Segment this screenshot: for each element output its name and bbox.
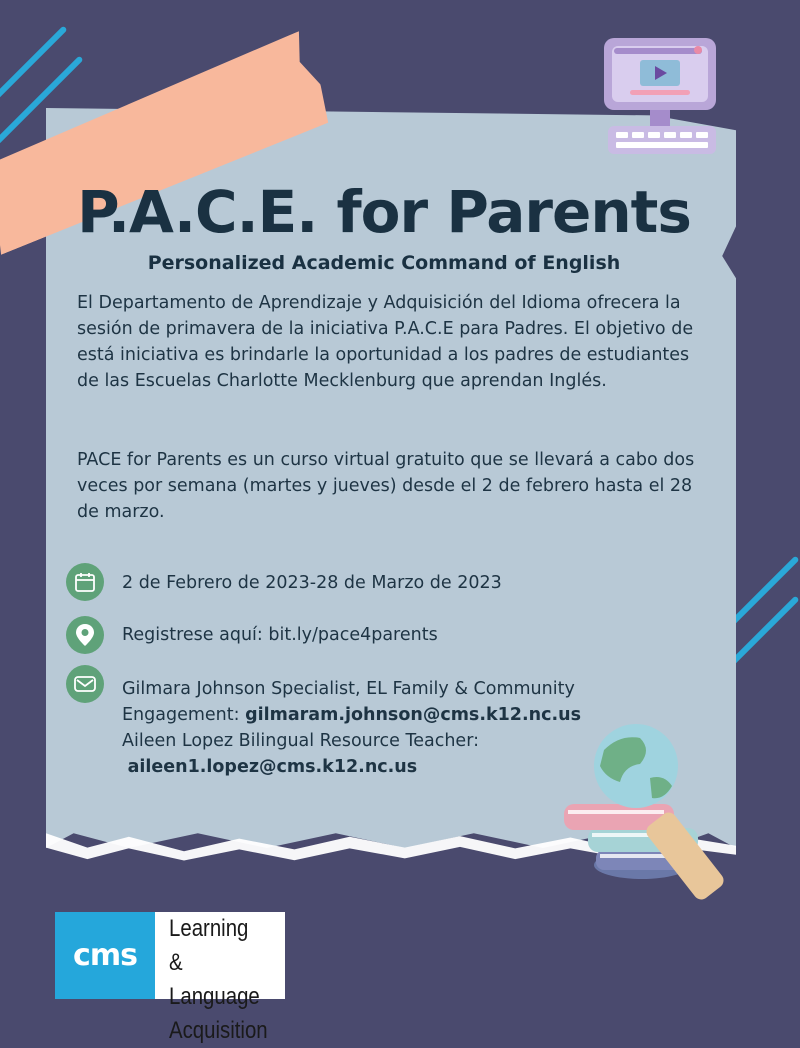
registration-link[interactable]: Registrese aquí: bit.ly/pace4parents [122,625,438,645]
contact-block [122,676,581,780]
cms-logo-mark: cms [55,912,155,999]
contact-1-line [122,702,581,728]
mail-icon [66,665,104,703]
page-subtitle: Personalized Academic Command of English [147,252,621,274]
location-pin-icon [66,616,104,654]
page-title: P.A.C.E. for Parents [77,178,691,246]
computer-monitor-icon [600,34,730,158]
logo-line-1: Learning & [169,915,249,976]
course-paragraph: PACE for Parents es un curso virtual gratuito que se llevará a cabo dos veces por semana (martes y jueves) desde el 2 de febrero hasta el 28 de marzo. [77,450,695,522]
contact-1-name: Gilmara Johnson Specialist, EL Family & Community [122,679,575,699]
contact-2-email[interactable]: aileen1.lopez@cms.k12.nc.us [127,757,418,777]
logo-line-2: Language [169,983,260,1010]
contact-1-prefix: Engagement: [122,705,246,725]
contact-2-name: Aileen Lopez Bilingual Resource Teacher: [122,731,479,751]
date-range-text: 2 de Febrero de 2023-28 de Marzo de 2023 [122,573,502,593]
contact-1-email[interactable]: gilmaram.johnson@cms.k12.nc.us [245,705,581,725]
intro-paragraph: El Departamento de Aprendizaje y Adquisición del Idioma ofrecera la sesión de primavera de la iniciativa P.A.C.E para Padres. El objetivo de está iniciativa es brindarle la oportunidad a los padres de estudiantes de las Escuelas Charlotte Mecklenburg que aprendan Inglés. [77,293,694,391]
cms-logo [55,912,285,1044]
logo-text [169,912,268,1048]
logo-line-3: Acquisition [169,1017,268,1044]
globe-books-icon [560,720,760,900]
calendar-icon [66,563,104,601]
contact-2-line [122,754,581,780]
